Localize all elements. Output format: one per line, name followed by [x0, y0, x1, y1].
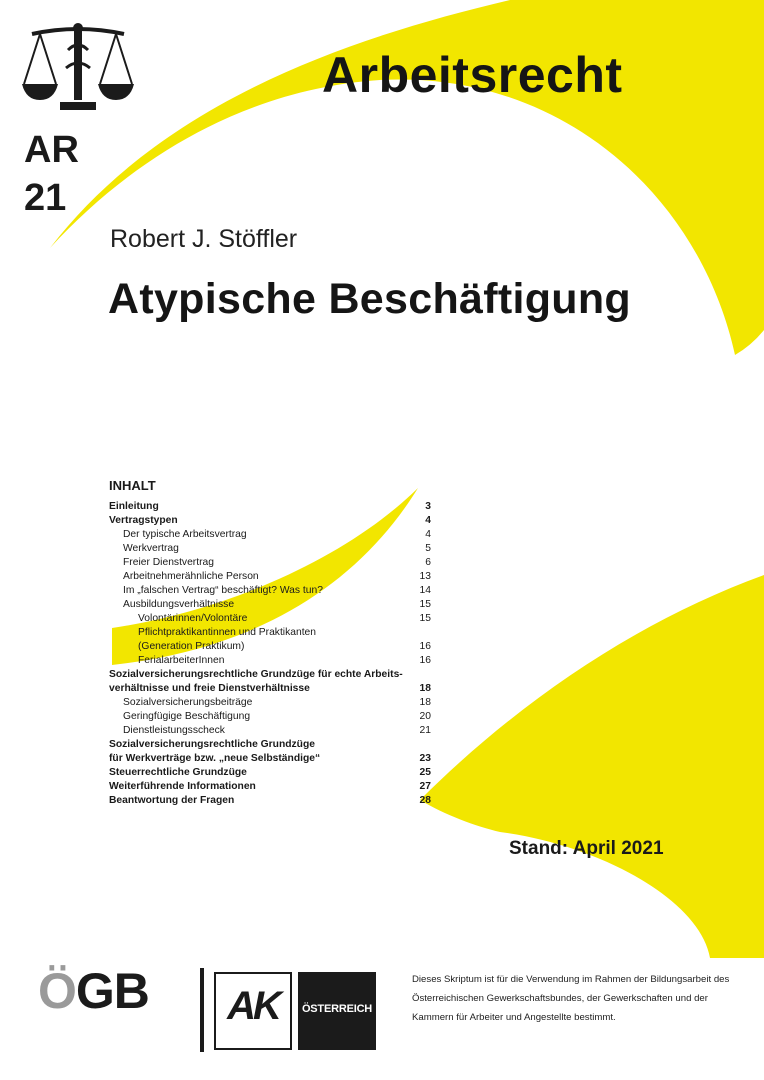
- toc-entry-label: Einleitung: [109, 501, 159, 512]
- usage-notice: Dieses Skriptum ist für die Verwendung im Rahmen der Bildungsarbeit des Österreichischen Gewerkschaftsbundes, der Gewerkschaften und der Kammern für Arbeiter und Angestellte bestimmt.: [412, 974, 730, 1023]
- toc-entry-page: 6: [425, 557, 431, 568]
- toc-entry: [109, 738, 431, 752]
- toc-entry-label: Sozialversicherungsrechtliche Grundzüge für echte Arbeits-: [109, 669, 403, 680]
- oegb-logo-gb: GB: [75, 963, 149, 1019]
- toc-entry-label: Der typische Arbeitsvertrag: [123, 529, 247, 540]
- toc-entry-page: 5: [425, 543, 431, 554]
- toc-entry-page: 18: [419, 683, 431, 694]
- logo-divider: [200, 968, 204, 1052]
- toc-entry-label: Steuerrechtliche Grundzüge: [109, 767, 247, 778]
- toc-entry-label: Weiterführende Informationen: [109, 781, 256, 792]
- scales-of-justice-icon: [20, 22, 136, 114]
- toc-entry-label: Sozialversicherungsbeiträge: [123, 697, 253, 708]
- toc-entry-label: verhältnisse und freie Dienstverhältnisse: [109, 683, 310, 694]
- oesterreich-logo: ÖSTERREICH: [301, 1003, 373, 1015]
- toc-entry-label: Geringfügige Beschäftigung: [123, 711, 251, 722]
- toc-entry-label: für Werkverträge bzw. „neue Selbständige“: [109, 753, 321, 764]
- toc-entry-page: 20: [419, 711, 431, 722]
- toc-entry-page: 28: [419, 795, 431, 806]
- toc-entry-label: Vertragstypen: [109, 515, 178, 526]
- toc-entry-page: 4: [425, 529, 431, 540]
- toc-entry: [109, 668, 431, 682]
- toc-entry: [109, 542, 431, 556]
- toc-entry: [109, 528, 431, 542]
- toc-entry-page: 13: [419, 571, 431, 582]
- author-name: Robert J. Stöffler: [110, 225, 298, 253]
- table-of-contents: [109, 500, 431, 808]
- toc-entry: [109, 794, 431, 808]
- oegb-logo: [38, 963, 149, 1019]
- toc-entry-label: Sozialversicherungsrechtliche Grundzüge: [109, 739, 315, 750]
- toc-entry: [109, 514, 431, 528]
- toc-entry-label: Arbeitnehmerähnliche Person: [123, 571, 259, 582]
- toc-entry: [109, 724, 431, 738]
- oegb-logo-o: Ö: [38, 963, 76, 1019]
- toc-entry-page: 3: [425, 501, 431, 512]
- series-code-letters: AR: [24, 129, 79, 171]
- series-code-number: 21: [24, 177, 67, 219]
- toc-entry-label: Dienstleistungsscheck: [123, 725, 225, 736]
- toc-entry: [109, 598, 431, 612]
- series-title: Arbeitsrecht: [322, 47, 623, 103]
- toc-entry: [109, 710, 431, 724]
- toc-entry-page: 4: [425, 515, 431, 526]
- toc-entry: [109, 640, 431, 654]
- toc-entry: [109, 626, 431, 640]
- toc-entry-label: Beantwortung der Fragen: [109, 795, 235, 806]
- toc-entry-page: 15: [419, 599, 431, 610]
- toc-entry-page: 21: [419, 725, 431, 736]
- toc-entry: [109, 654, 431, 668]
- toc-entry-label: Freier Dienstvertrag: [123, 557, 214, 568]
- toc-entry: [109, 766, 431, 780]
- toc-entry: [109, 612, 431, 626]
- toc-entry-label: Werkvertrag: [123, 543, 179, 554]
- toc-entry-label: (Generation Praktikum): [138, 641, 245, 652]
- toc-entry-label: Ausbildungsverhältnisse: [123, 599, 235, 610]
- toc-entry: [109, 780, 431, 794]
- toc-entry: [109, 682, 431, 696]
- toc-entry: [109, 696, 431, 710]
- toc-entry: [109, 752, 431, 766]
- toc-entry-page: 15: [419, 613, 431, 624]
- bottom-swoosh: [420, 575, 764, 958]
- toc-entry-page: 23: [419, 753, 431, 764]
- toc-entry-page: 16: [419, 655, 431, 666]
- toc-entry: [109, 570, 431, 584]
- toc-entry-label: Im „falschen Vertrag“ beschäftigt? Was tun?: [123, 585, 323, 596]
- toc-entry-page: 27: [419, 781, 431, 792]
- toc-entry-page: 18: [419, 697, 431, 708]
- document-title: Atypische Beschäftigung: [108, 275, 631, 323]
- toc-entry-page: 25: [419, 767, 431, 778]
- toc-entry-label: Volontärinnen/Volontäre: [138, 613, 248, 624]
- ak-logo: AK: [227, 984, 279, 1028]
- toc-entry-page: 16: [419, 641, 431, 652]
- toc-heading: INHALT: [109, 478, 156, 493]
- toc-entry-label: FerialarbeiterInnen: [138, 655, 225, 666]
- toc-entry: [109, 500, 431, 514]
- edition-date: Stand: April 2021: [509, 838, 664, 859]
- toc-entry-label: Pflichtpraktikantinnen und Praktikanten: [138, 627, 317, 638]
- toc-entry: [109, 556, 431, 570]
- toc-entry-page: 14: [419, 585, 431, 596]
- toc-entry: [109, 584, 431, 598]
